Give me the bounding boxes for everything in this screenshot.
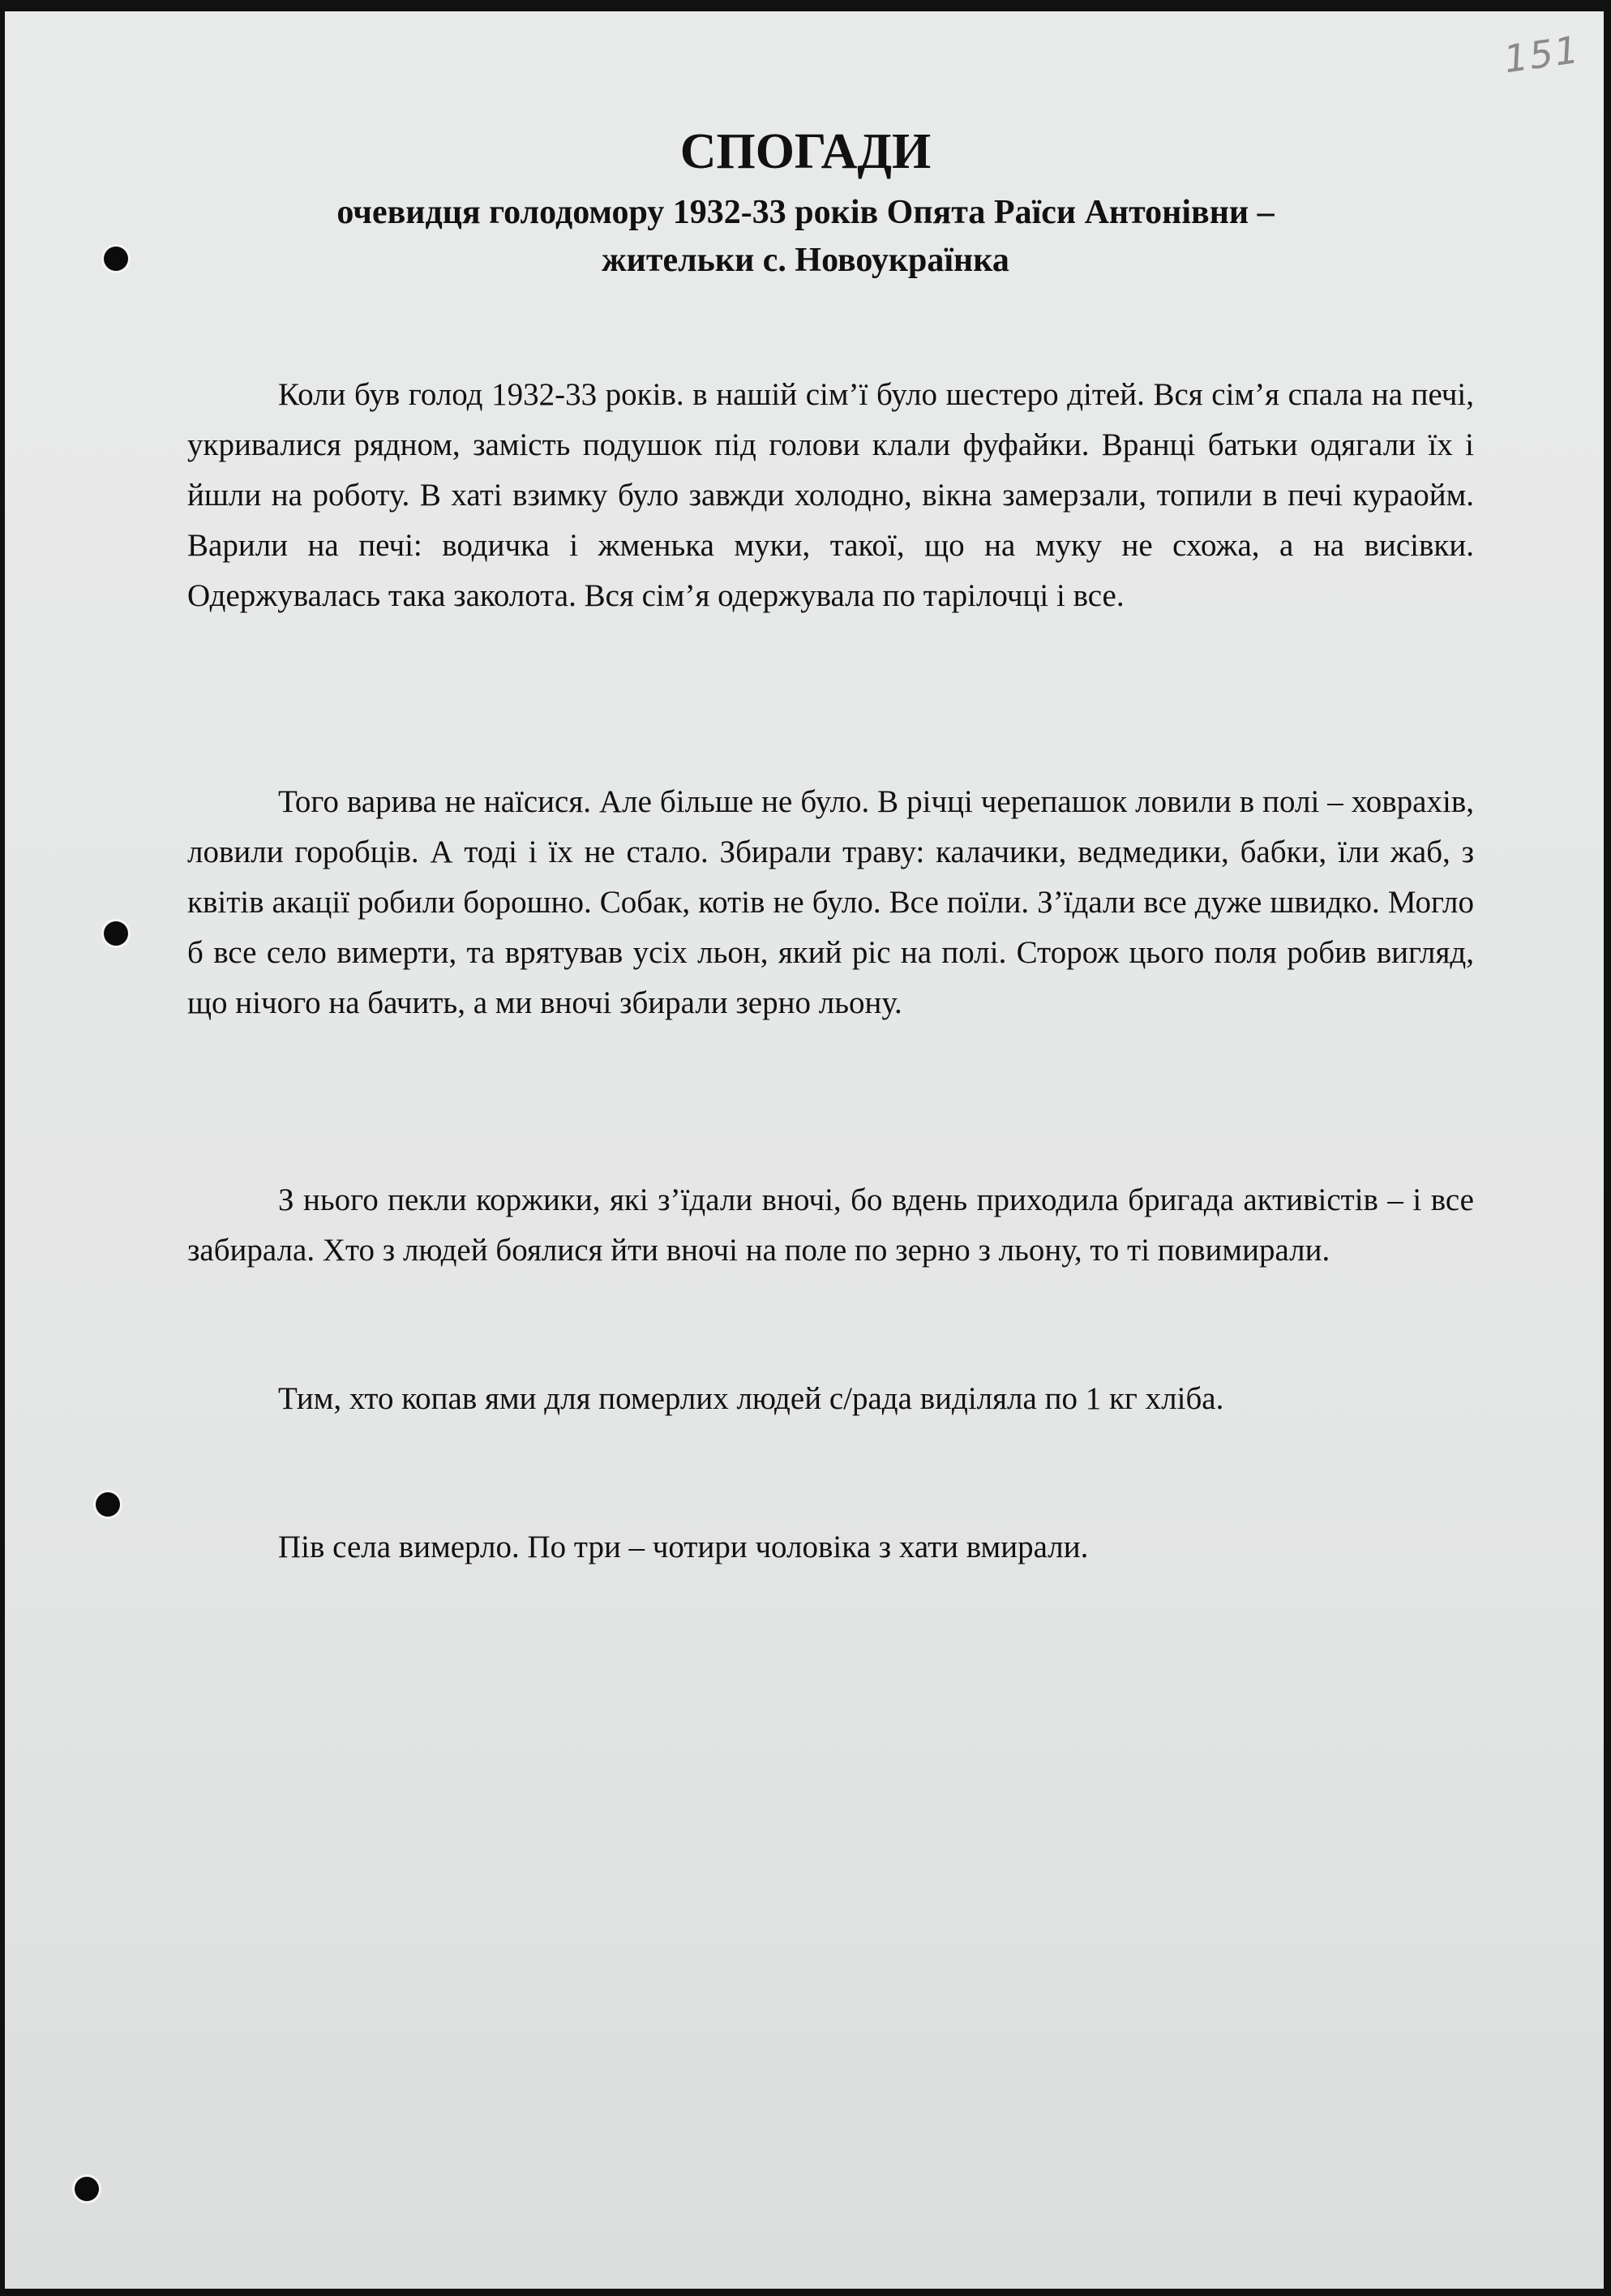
paragraph: Пів села вимерло. По три – чотири чоловіка з хати вмирали. [278, 1530, 1089, 1564]
paragraph: Тим, хто копав ями для померлих людей с/рада виділяла по 1 кг хліба. [278, 1381, 1224, 1416]
paragraph: Того варива не наїсися. Але більше не було. В річці черепашок ловили в полі – ховрахів, ловили горобців. А тоді і їх не стало. Збирали траву: калачики, ведмедики, бабки, їли жаб, з квітів акації робили борошно. Собак, котів не було. Все поїли. З’їдали все дуже швидко. Могло б все село вимерти, та врятував усіх льон, який ріс на полі. Сторож цього поля робив вигляд, що нічого на бачить, а ми вночі збирали зерно льону. [187, 784, 1474, 1020]
paragraph: З нього пекли коржики, які з’їдали вночі, бо вдень приходила бригада активістів – і все забирала. Хто з людей боялися йти вночі на поле по зерно з льону, то ті повимирали. [187, 1182, 1474, 1268]
handwritten-page-number: 151 [1501, 27, 1583, 82]
punch-hole [104, 921, 128, 946]
paragraph: Коли був голод 1932-33 років. в нашій сім’ї було шестеро дітей. Вся сім’я спала на печі, укривалися рядном, замість подушок під голови клали фуфайки. Вранці батьки одягали їх і йшли на роботу. В хаті взимку було завжди холодно, вікна замерзали, топили в печі кураойм. Варили на печі: водичка і жменька муки, такої, що на муку не схожа, а на висівки. Одержувалась така заколота. Вся сім’я одержувала по тарілочці і все. [187, 377, 1474, 613]
punch-hole [96, 1492, 120, 1517]
document-subtitle: жительки с. Новоукраїнка [602, 242, 1009, 279]
punch-hole [75, 2177, 99, 2201]
document-subtitle: очевидця голодомору 1932-33 років Опята Раїси Антонівни – [336, 194, 1275, 231]
document-page [5, 11, 1604, 2289]
document-title: СПОГАДИ [679, 124, 932, 179]
